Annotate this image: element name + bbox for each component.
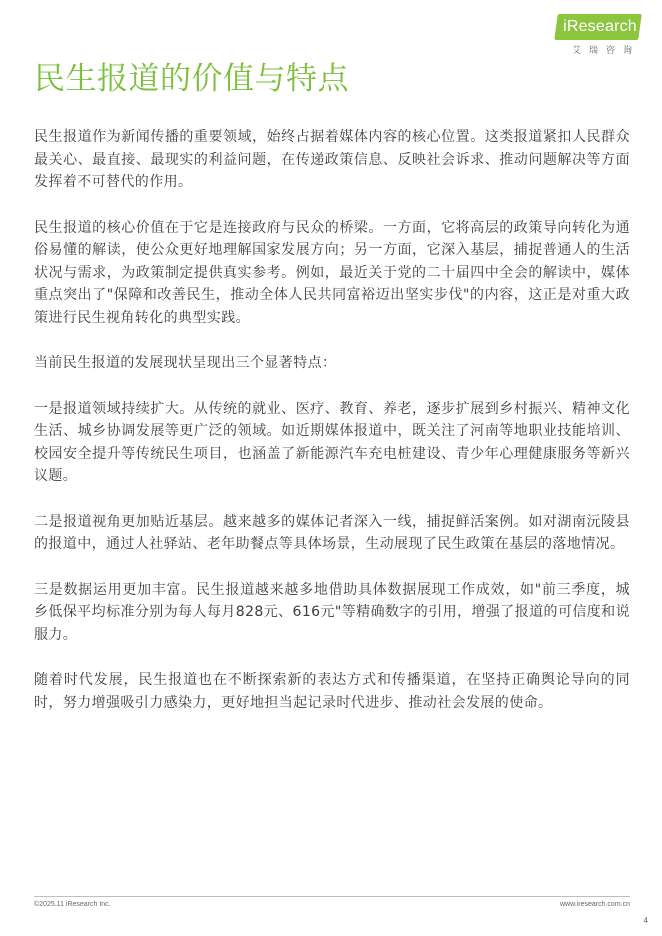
logo-subtitle: 艾瑞咨询: [571, 46, 640, 56]
footer-divider: [34, 896, 630, 897]
logo-text: iResearch: [563, 18, 637, 35]
paragraph-feature-two: 二是报道视角更加贴近基层。越来越多的媒体记者深入一线，捕捉鲜活案例。如对湖南沅陵县的报道中，通过人社驿站、老年助餐点等具体场景，生动展现了民生政策在基层的落地情况。: [34, 513, 630, 552]
paragraph-feature-three: 三是数据运用更加丰富。民生报道越来越多地借助具体数据展现工作成效，如"前三季度，城乡低保平均标准分别为每人每月828元、616元"等精确数字的引用，增强了报道的可信度和说服力。: [34, 581, 630, 643]
paragraph-feature-one: 一是报道领域持续扩大。从传统的就业、医疗、教育、养老，逐步扩展到乡村振兴、精神文化生活、城乡协调发展等更广泛的领域。如近期媒体报道中，既关注了河南等地职业技能培训、校园安全提升等传统民生项目，也涵盖了新能源汽车充电桩建设、青少年心理健康服务等新兴议题。: [34, 400, 630, 484]
iresearch-logo: [544, 14, 640, 58]
paragraph-core-value: 民生报道的核心价值在于它是连接政府与民众的桥梁。一方面，它将高层的政策导向转化为通俗易懂的解读，使公众更好地理解国家发展方向；另一方面，它深入基层，捕捉普通人的生活状况与需求，为政策制定提供真实参考。例如，最近关于党的二十届四中全会的解读中，媒体重点突出了"保障和改善民生，推动全体人民共同富裕迈出坚实步伐"的内容，这正是对重大政策进行民生视角转化的典型实践。: [34, 219, 630, 326]
article-body: [34, 126, 630, 737]
page-number: 4: [643, 916, 648, 925]
paragraph-intro: 民生报道作为新闻传播的重要领域，始终占据着媒体内容的核心位置。这类报道紧扣人民群众最关心、最直接、最现实的利益问题，在传递政策信息、反映社会诉求、推动问题解决等方面发挥着不可替代的作用。: [34, 129, 630, 190]
paragraph-conclusion: 随着时代发展，民生报道也在不断探索新的表达方式和传播渠道，在坚持正确舆论导向的同时，努力增强吸引力感染力，更好地担当起记录时代进步、推动社会发展的使命。: [34, 672, 630, 711]
footer-website[interactable]: www.iresearch.com.cn: [559, 901, 630, 908]
page-title: 民生报道的价值与特点: [34, 61, 349, 97]
footer-copyright: ©2025.11 iResearch Inc.: [34, 901, 111, 908]
paragraph-features-lead: 当前民生报道的发展现状呈现出三个显著特点：: [34, 355, 337, 371]
